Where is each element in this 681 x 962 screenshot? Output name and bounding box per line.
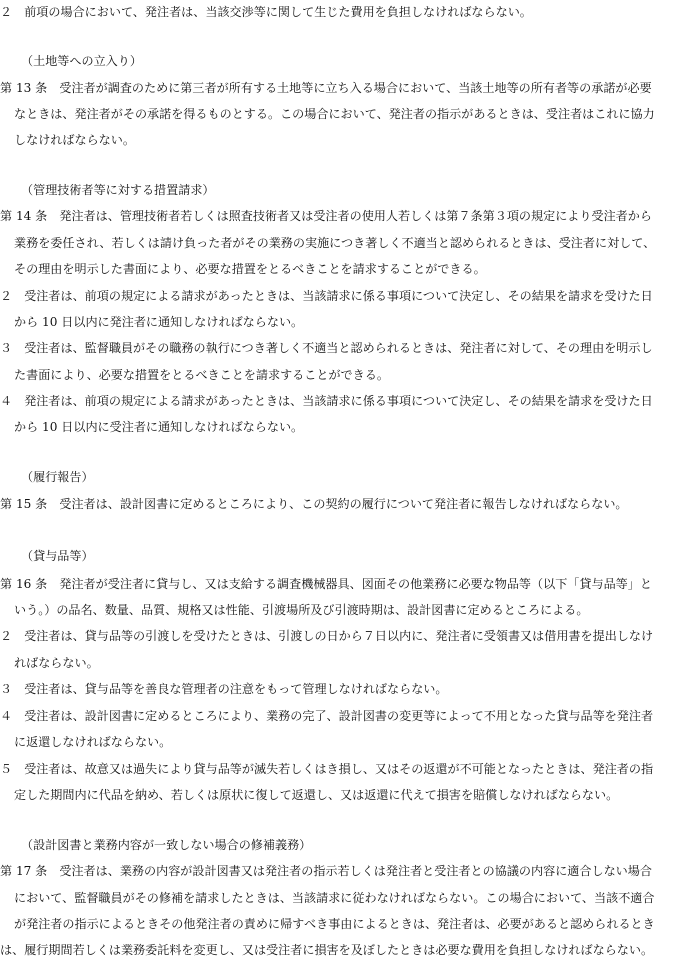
paragraph-line: ４ 発注者は、前項の規定による請求があったときは、当該請求に係る事項について決定し、その結果を請求を受けた日	[0, 394, 653, 408]
paragraph-line: ３ 受注者は、監督職員がその職務の執行につき著しく不適当と認められるときは、発注者に対して、その理由を明示し	[0, 341, 653, 355]
section-heading: （設計図書と業務内容が一致しない場合の修補義務）	[21, 838, 312, 852]
article-first-line: 第 16 条 発注者が受注者に貸与し、又は支給する調査機械器具、図面その他業務に必要な物品等（以下「貸与品等」と	[0, 577, 652, 591]
paragraph-continuation: 定した期間内に代品を納め、若しくは原状に復して返還し、又は返還に代えて損害を賠償しなければならない。	[14, 788, 619, 802]
article-first-line: 第 14 条 発注者は、管理技術者若しくは照査技術者又は受注者の使用人若しくは第７条第３項の規定により受注者から	[0, 209, 652, 223]
paragraph-continuation: しなければならない。	[14, 133, 135, 147]
paragraph-line: ３ 受注者は、貸与品等を善良な管理者の注意をもって管理しなければならない。	[0, 682, 448, 696]
paragraph-line: ２ 受注者は、貸与品等の引渡しを受けたときは、引渡しの日から７日以内に、発注者に受領書又は借用書を提出しなけ	[0, 629, 654, 643]
paragraph-line: ２ 受注者は、前項の規定による請求があったときは、当該請求に係る事項について決定し、その結果を請求を受けた日	[0, 289, 653, 303]
paragraph-continuation: なときは、発注者がその承諾を得るものとする。この場合において、発注者の指示があるときは、受注者はこれに協力	[14, 107, 655, 121]
paragraph-continuation: に返還しなければならない。	[14, 735, 172, 749]
paragraph-continuation: から 10 日以内に発注者に通知しなければならない。	[14, 315, 304, 329]
paragraph-line: ４ 受注者は、設計図書に定めるところにより、業務の完了、設計図書の変更等によって不用となった貸与品等を発注者	[0, 709, 654, 723]
paragraph-continuation: は、履行期間若しくは業務委託料を変更し、又は受注者に損害を及ぼしたときは必要な費用を負担しなければならない。	[0, 943, 654, 957]
section-heading: （管理技術者等に対する措置請求）	[21, 183, 215, 197]
paragraph-continuation: から 10 日以内に受注者に通知しなければならない。	[14, 420, 304, 434]
article-first-line: 第 17 条 受注者は、業務の内容が設計図書又は発注者の指示若しくは発注者と受注者との協議の内容に適合しない場合	[0, 864, 652, 878]
section-heading: （履行報告）	[21, 470, 94, 484]
paragraph-continuation: が発注者の指示によるときその他発注者の責めに帰すべき事由によるときは、発注者は、必要があると認められるとき	[14, 917, 655, 931]
section-heading: （土地等への立入り）	[21, 54, 142, 68]
paragraph-continuation: その理由を明示した書面により、必要な措置をとるべきことを請求することができる。	[14, 262, 486, 276]
paragraph-continuation: ればならない。	[14, 656, 99, 670]
paragraph-continuation: いう。）の品名、数量、品質、規格又は性能、引渡場所及び引渡時期は、設計図書に定めるところによる。	[14, 603, 589, 617]
paragraph-continuation: において、監督職員がその修補を請求したときは、当該請求に従わなければならない。この場合において、当該不適合	[14, 891, 655, 905]
section-heading: （貸与品等）	[21, 549, 94, 563]
paragraph-line: ２ 前項の場合において、発注者は、当該交渉等に関して生じた費用を負担しなければならない。	[0, 5, 532, 19]
article-first-line: 第 13 条 受注者が調査のために第三者が所有する土地等に立ち入る場合において、当該土地等の所有者等の承諾が必要	[0, 81, 652, 95]
article-first-line: 第 15 条 受注者は、設計図書に定めるところにより、この契約の履行について発注者に報告しなければならない。	[0, 497, 628, 511]
paragraph-continuation: 業務を委任され、若しくは請け負った者がその業務の実施につき著しく不適当と認められるときは、受注者に対して、	[14, 236, 656, 250]
paragraph-continuation: た書面により、必要な措置をとるべきことを請求することができる。	[14, 368, 389, 382]
paragraph-line: ５ 受注者は、故意又は過失により貸与品等が滅失若しくはき損し、又はその返還が不可能となったときは、発注者の指	[0, 762, 654, 776]
